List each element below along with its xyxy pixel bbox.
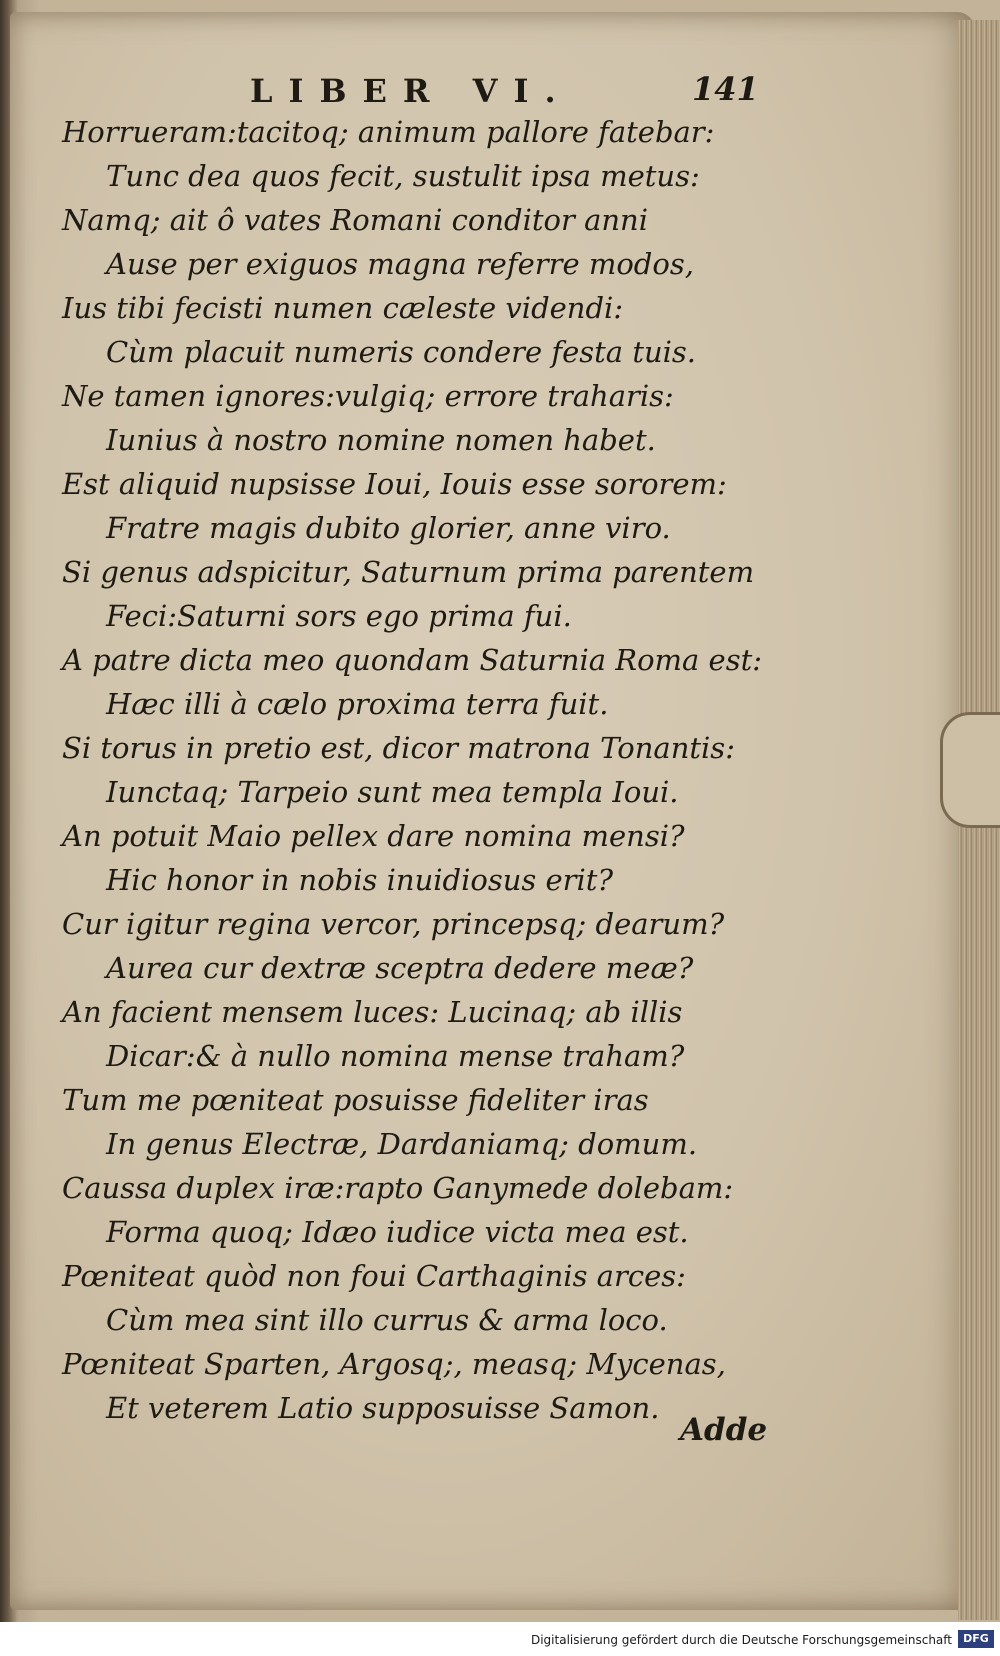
verse-line-hexameter: Pœniteat quòd non foui Carthaginis arces:	[62, 1259, 686, 1293]
verse-line-hexameter: Si torus in pretio est, dicor matrona Tonantis:	[62, 731, 735, 765]
verse-line-pentameter: Feci:Saturni sors ego prima fui.	[106, 599, 572, 633]
catchword: Adde	[680, 1412, 768, 1448]
verse-line-pentameter: Ause per exiguos magna referre modos,	[106, 247, 694, 281]
footer-bar	[0, 1622, 1000, 1656]
verse-line-hexameter: Ne tamen ignores:vulgiq; errore traharis:	[62, 379, 674, 413]
verse-line-pentameter: Cùm mea sint illo currus & arma loco.	[106, 1303, 668, 1337]
verse-line-pentameter: Iunctaq; Tarpeio sunt mea templa Ioui.	[106, 775, 679, 809]
verse-line-hexameter: An potuit Maio pellex dare nomina mensi?	[62, 819, 685, 853]
verse-line-pentameter: Dicar:& à nullo nomina mense traham?	[106, 1039, 685, 1073]
verse-line-pentameter: Aurea cur dextræ sceptra dedere meæ?	[106, 951, 694, 985]
verse-line-hexameter: Tum me pœniteat posuisse fideliter iras	[62, 1083, 649, 1117]
verse-line-pentameter: Et veterem Latio supposuisse Samon.	[106, 1391, 660, 1425]
page-number: 141	[692, 70, 759, 108]
funding-credit: Digitalisierung gefördert durch die Deutsche Forschungsgemeinschaft	[530, 1633, 952, 1647]
verse-line-hexameter: Cur igitur regina vercor, princepsq; dearum?	[62, 907, 725, 941]
verse-line-hexameter: Caussa duplex iræ:rapto Ganymede dolebam:	[62, 1171, 734, 1205]
verse-line-pentameter: Cùm placuit numeris condere festa tuis.	[106, 335, 697, 369]
verse-line-hexameter: Pœniteat Sparten, Argosq;, measq; Mycenas,	[62, 1347, 726, 1381]
verse-line-pentameter: Tunc dea quos fecit, sustulit ipsa metus:	[106, 159, 700, 193]
verse-line-hexameter: Namq; ait ô vates Romani conditor anni	[62, 203, 649, 237]
verse-line-hexameter: A patre dicta meo quondam Saturnia Roma est:	[62, 643, 763, 677]
verse-line-hexameter: An facient mensem luces: Lucinaq; ab illis	[62, 995, 683, 1029]
verse-line-hexameter: Si genus adspicitur, Saturnum prima parentem	[62, 555, 755, 589]
verse-line-pentameter: Iunius à nostro nomine nomen habet.	[106, 423, 656, 457]
verse-line-pentameter: Fratre magis dubito glorier, anne viro.	[106, 511, 671, 545]
running-head: LIBER VI.	[250, 72, 572, 110]
dfg-logo: DFG	[958, 1630, 994, 1648]
verse-line-hexameter: Ius tibi fecisti numen cæleste videndi:	[62, 291, 624, 325]
verse-line-pentameter: Hæc illi à cælo proxima terra fuit.	[106, 687, 609, 721]
verse-line-hexameter: Est aliquid nupsisse Ioui, Iouis esse sororem:	[62, 467, 727, 501]
verse-line-pentameter: Forma quoq; Idæo iudice victa mea est.	[106, 1215, 689, 1249]
verse-line-pentameter: Hic honor in nobis inuidiosus erit?	[106, 863, 613, 897]
verse-line-pentameter: In genus Electræ, Dardaniamq; domum.	[106, 1127, 698, 1161]
verse-line-hexameter: Horrueram:tacitoq; animum pallore fatebar:	[62, 115, 715, 149]
